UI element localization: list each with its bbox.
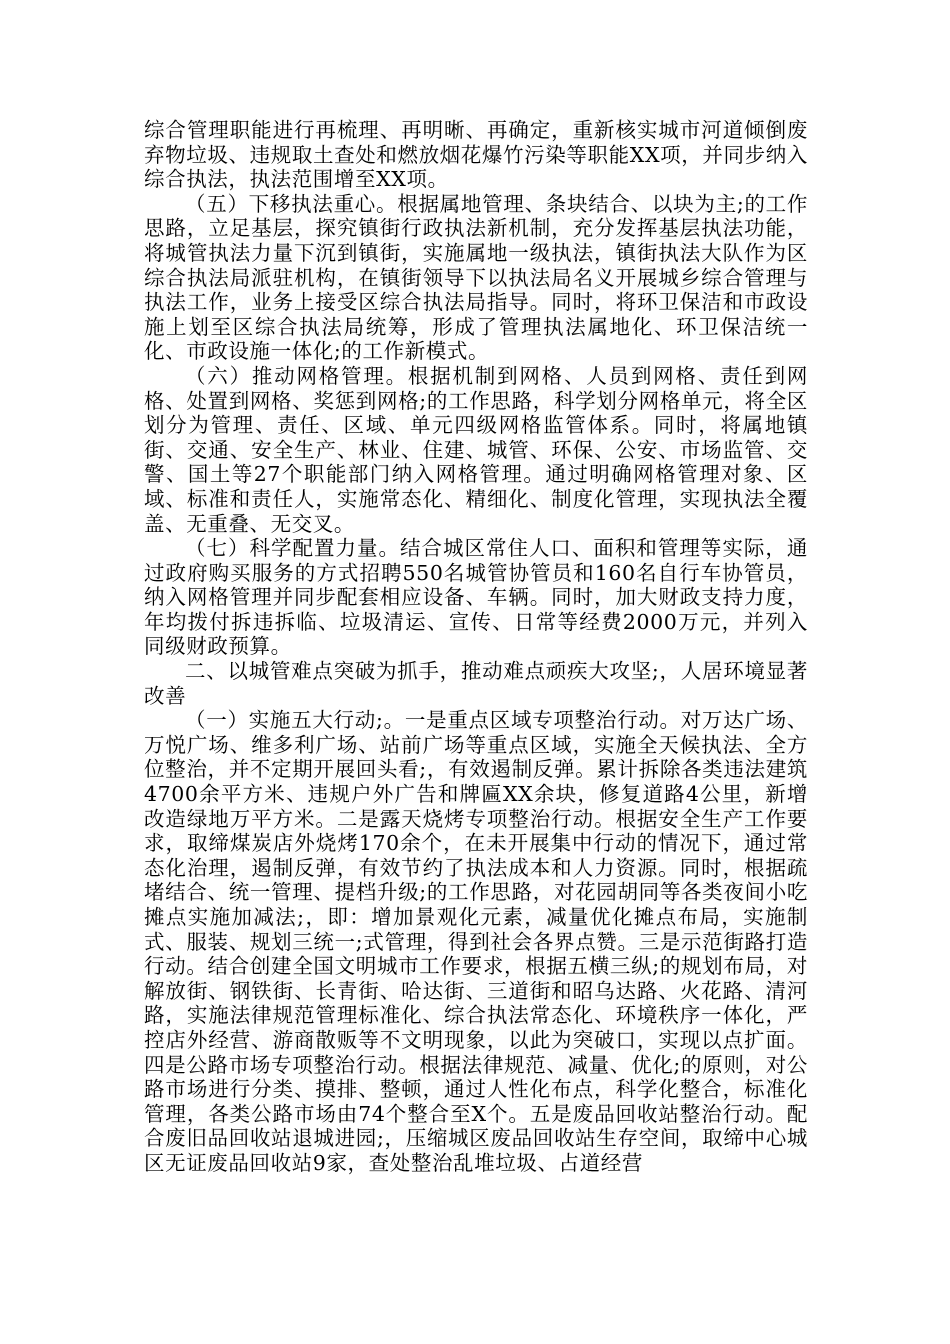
paragraph-section-7: （七）科学配置力量。结合城区常住人口、面积和管理等实际，通过政府购买服务的方式招聘550名城管协管员和160名自行车协管员，纳入网格管理并同步配套相应设备、车辆。同时，加大财政支持力度，年均拨付拆违拆临、垃圾清运、宣传、日常等经费2000万元，并列入同级财政预算。 — [144, 536, 808, 659]
paragraph-subsection-1: （一）实施五大行动;。一是重点区域专项整治行动。对万达广场、万悦广场、维多利广场、站前广场等重点区域，实施全天候执法、全方位整治，并不定期开展回头看;，有效遏制反弹。累计拆除各类违法建筑4700余平方米、违规户外广告和牌匾XX余块，修复道路4公里，新增改造绿地万平方米。二是露天烧烤专项整治行动。根据安全生产工作要求，取缔煤炭店外烧烤170余个，在未开展集中行动的情况下，通过常态化治理，遏制反弹，有效节约了执法成本和人力资源。同时，根据疏堵结合、统一管理、提档升级;的工作思路，对花园胡同等各类夜间小吃摊点实施加减法;，即：增加景观化元素，减量优化摊点布局，实施制式、服装、规划三统一;式管理，得到社会各界点赞。三是示范街路打造行动。结合创建全国文明城市工作要求，根据五横三纵;的规划布局，对解放街、钢铁街、长青街、哈达街、三道街和昭乌达路、火花路、清河路，实施法律规范管理标准化、综合执法常态化、环境秩序一体化，严控店外经营、游商散贩等不文明现象，以此为突破口，实现以点扩面。四是公路市场专项整治行动。根据法律规范、减量、优化;的原则，对公路市场进行分类、摸排、整顿，通过人性化布点，科学化整合，标准化管理，各类公路市场由74个整合至X个。五是废品回收站整治行动。配合废旧品回收站退城进园;，压缩城区废品回收站生存空间，取缔中心城区无证废品回收站9家，查处整治乱堆垃圾、占道经营 — [144, 708, 808, 1175]
document-page — [144, 118, 808, 1176]
section-heading-2: 二、以城管难点突破为抓手，推动难点顽疾大攻坚;，人居环境显著改善 — [144, 659, 808, 708]
paragraph-section-5: （五）下移执法重心。根据属地管理、条块结合、以块为主;的工作思路，立足基层，探究镇街行政执法新机制，充分发挥基层执法功能，将城管执法力量下沉到镇街，实施属地一级执法，镇街执法大队作为区综合执法局派驻机构，在镇街领导下以执法局名义开展城乡综合管理与执法工作，业务上接受区综合执法局指导。同时，将环卫保洁和市政设施上划至区综合执法局统筹，形成了管理执法属地化、环卫保洁统一化、市政设施一体化;的工作新模式。 — [144, 191, 808, 364]
paragraph-section-6: （六）推动网格管理。根据机制到网格、人员到网格、责任到网格、处置到网格、奖惩到网格;的工作思路，科学划分网格单元，将全区划分为管理、责任、区域、单元四级网格监管体系。同时，将属地镇街、交通、安全生产、林业、住建、城管、环保、公安、市场监管、交警、国土等27个职能部门纳入网格管理。通过明确网格管理对象、区域、标准和责任人，实施常态化、精细化、制度化管理，实现执法全覆盖、无重叠、无交叉。 — [144, 363, 808, 536]
paragraph-continuation: 综合管理职能进行再梳理、再明晰、再确定，重新核实城市河道倾倒废弃物垃圾、违规取土查处和燃放烟花爆竹污染等职能XX项，并同步纳入综合执法，执法范围增至XX项。 — [144, 118, 808, 192]
